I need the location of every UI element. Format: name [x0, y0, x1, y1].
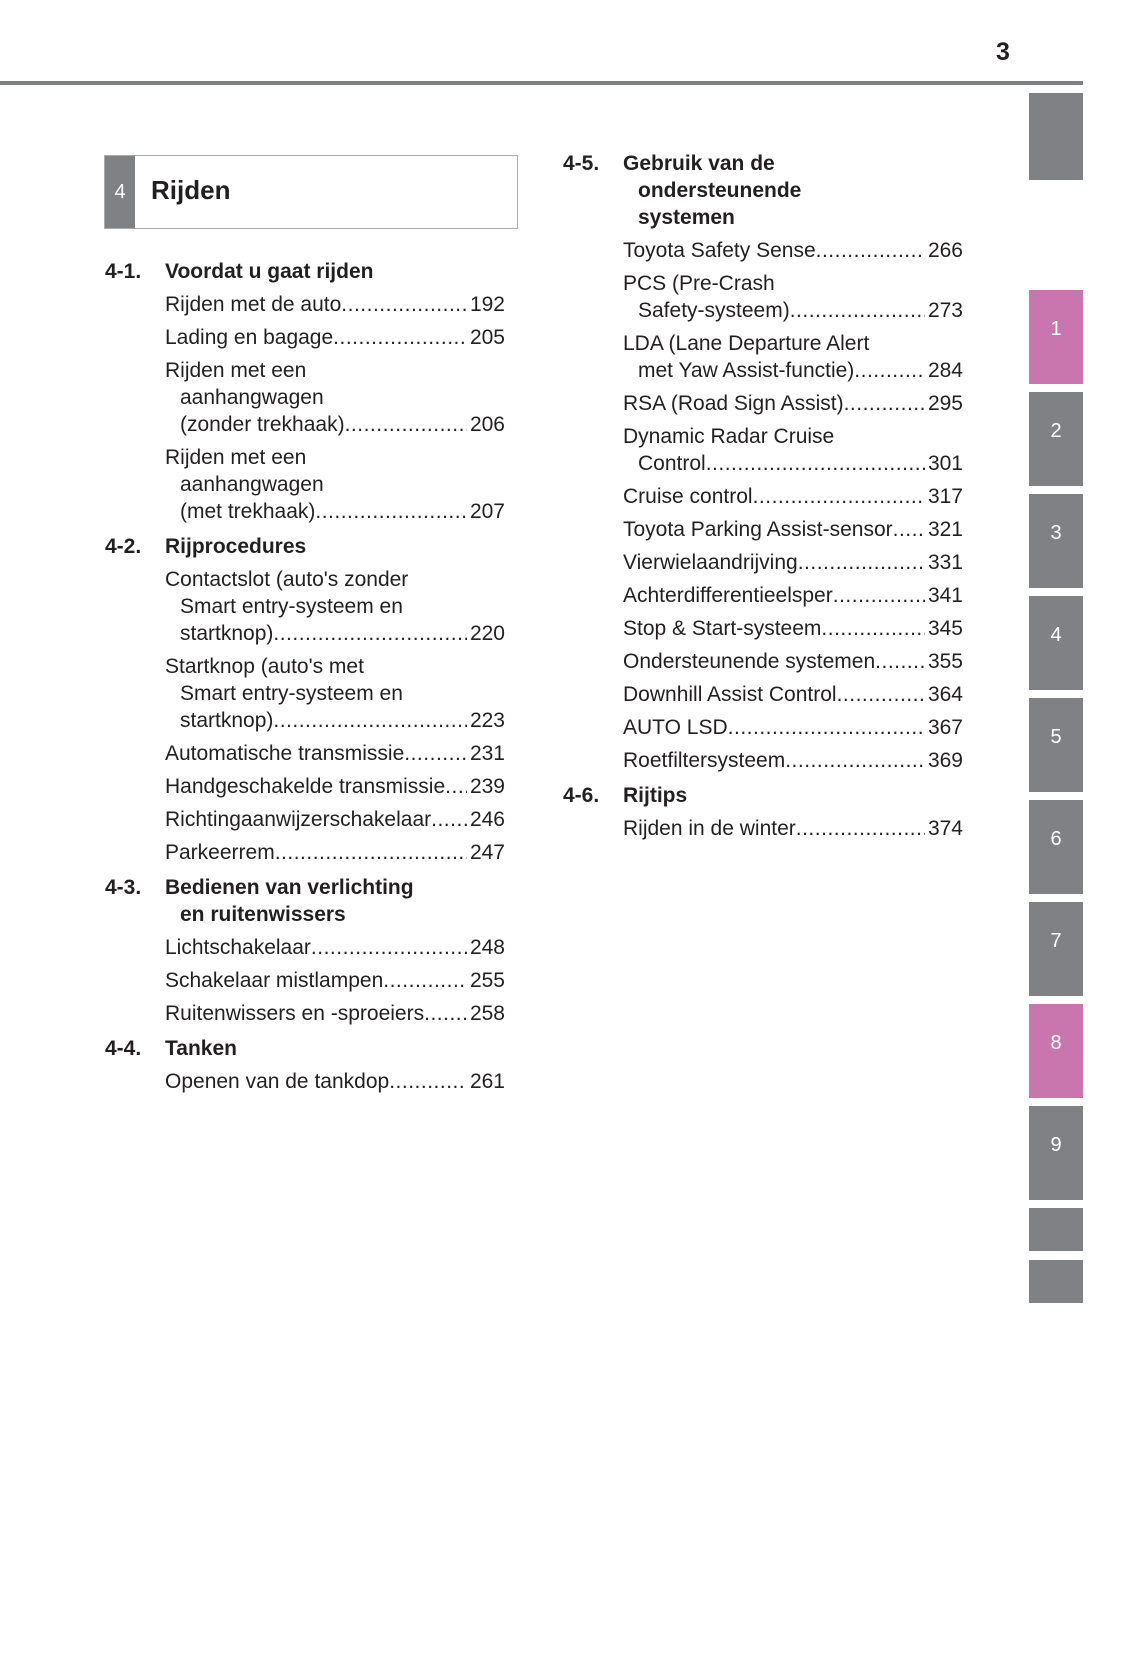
toc-entry-text: (zonder trekhaak) [180, 413, 345, 436]
section-title [165, 258, 373, 285]
toc-entry-text: Rijden met een [165, 446, 307, 469]
chapter-tab-5[interactable]: 5 [1029, 698, 1083, 792]
toc-entry-text: Rijden in de winter [623, 817, 796, 840]
toc-entry-line [623, 450, 963, 477]
toc-entry[interactable] [165, 357, 505, 438]
toc-entry-text: Automatische transmissie [165, 742, 405, 765]
toc-entry-line [165, 1068, 505, 1095]
toc-entry-text: startknop) [180, 622, 274, 645]
dot-leader [728, 714, 925, 741]
toc-entry-text: Lading en bagage [165, 326, 334, 349]
toc-entry-line [165, 680, 505, 707]
toc-page-number[interactable]: 321 [927, 518, 963, 541]
dot-leader [424, 1000, 467, 1027]
section-title-line: Voordat u gaat rijden [165, 260, 374, 283]
toc-page-number[interactable]: 248 [469, 936, 505, 959]
dot-leader [854, 357, 925, 384]
toc-entry-line [623, 237, 963, 264]
section-title [623, 150, 801, 231]
toc-entry[interactable] [623, 390, 963, 417]
chapter-title: Rijden [151, 175, 231, 205]
section-title [165, 1035, 237, 1062]
toc-entry-text: Contactslot (auto's zonder [165, 568, 409, 591]
toc-entry-text: Stop & Start-systeem [623, 617, 822, 640]
toc-entry-text: AUTO LSD [623, 716, 728, 739]
section-title-line: Rijprocedures [165, 535, 307, 558]
toc-page-number[interactable]: 231 [469, 742, 505, 765]
dot-leader [706, 450, 925, 477]
dot-leader [445, 773, 467, 800]
toc-entry[interactable] [623, 681, 963, 708]
section-number: 4-3. [105, 876, 142, 899]
dot-leader [315, 498, 467, 525]
toc-page-number[interactable]: 355 [927, 650, 963, 673]
toc-page-number[interactable]: 207 [469, 500, 505, 523]
toc-entry-line [623, 815, 963, 842]
toc-entry-text: Lichtschakelaar [165, 936, 311, 959]
dot-leader [431, 806, 467, 833]
toc-entry[interactable] [165, 444, 505, 525]
toc-entry-text: Startknop (auto's met [165, 655, 364, 678]
toc-entry-line [165, 707, 505, 734]
toc-entry[interactable] [165, 773, 505, 800]
section-number: 4-5. [563, 152, 600, 175]
toc-entry[interactable] [165, 1068, 505, 1095]
toc-entry-text: Toyota Safety Sense [623, 239, 816, 262]
toc-entry-line [165, 934, 505, 961]
toc-entry-text: met Yaw Assist-functie) [638, 359, 855, 382]
toc-entry-text: aanhangwagen [180, 473, 324, 496]
toc-entry-text: Rijden met een [165, 359, 307, 382]
toc-page-number[interactable]: 192 [469, 293, 505, 316]
toc-entry-line [623, 423, 963, 450]
toc-entry-line [623, 615, 963, 642]
toc-page-number[interactable]: 369 [927, 749, 963, 772]
toc-page-number[interactable]: 205 [469, 326, 505, 349]
toc-page-number[interactable]: 239 [469, 775, 505, 798]
toc-entry-line [623, 747, 963, 774]
toc-page-number[interactable]: 220 [469, 622, 505, 645]
toc-entry-line [165, 653, 505, 680]
dot-leader [816, 237, 925, 264]
toc-entry[interactable] [623, 747, 963, 774]
toc-page-number[interactable]: 367 [927, 716, 963, 739]
toc-entry[interactable] [623, 270, 963, 324]
toc-entry-line [623, 714, 963, 741]
toc-entry-text: Richtingaanwijzerschakelaar [165, 808, 432, 831]
toc-page-number[interactable]: 273 [927, 299, 963, 322]
toc-entry-text: LDA (Lane Departure Alert [623, 332, 870, 355]
dot-leader [273, 707, 467, 734]
section-title-line: systemen [638, 206, 735, 229]
toc-entry-line [165, 357, 505, 384]
toc-left-column [105, 250, 505, 1101]
toc-entry-line [165, 384, 505, 411]
toc-entry-text: Dynamic Radar Cruise [623, 425, 835, 448]
toc-entry[interactable] [165, 740, 505, 767]
section-heading [105, 258, 505, 285]
toc-entry[interactable] [623, 549, 963, 576]
dot-leader [875, 648, 925, 675]
toc-entry-line [623, 330, 963, 357]
toc-entry[interactable] [623, 516, 963, 543]
toc-entry[interactable] [623, 615, 963, 642]
toc-entry[interactable] [623, 237, 963, 264]
toc-entry-line [165, 471, 505, 498]
chapter-tab-blank[interactable] [1029, 93, 1083, 180]
dot-leader [345, 411, 467, 438]
toc-entry-text: Toyota Parking Assist-sensor [623, 518, 893, 541]
toc-entry-line [165, 839, 505, 866]
toc-entry[interactable] [165, 324, 505, 351]
section-heading [105, 533, 505, 560]
toc-entry-line [165, 967, 505, 994]
toc-entry-text: Safety-systeem) [638, 299, 790, 322]
section-title-line: en ruitenwissers [180, 903, 346, 926]
toc-page-number[interactable]: 246 [469, 808, 505, 831]
toc-entry[interactable] [623, 582, 963, 609]
chapter-tab-6[interactable]: 6 [1029, 800, 1083, 894]
toc-entry-text: Ruitenwissers en -sproeiers [165, 1002, 425, 1025]
dot-leader [383, 967, 467, 994]
chapter-header [104, 155, 518, 229]
dot-leader [333, 324, 467, 351]
dot-leader [798, 549, 925, 576]
toc-entry-text: Ondersteunende systemen [623, 650, 876, 673]
dot-leader [837, 681, 925, 708]
toc-entry-text: Openen van de tankdop [165, 1070, 390, 1093]
toc-page-number[interactable]: 341 [927, 584, 963, 607]
toc-entry[interactable] [623, 423, 963, 477]
toc-entry-line [623, 270, 963, 297]
chapter-tab-1[interactable]: 1 [1029, 290, 1083, 384]
toc-page-number[interactable]: 247 [469, 841, 505, 864]
chapter-tab-7[interactable]: 7 [1029, 902, 1083, 996]
dot-leader [796, 815, 925, 842]
dot-leader [311, 934, 467, 961]
section-title-line: Bedienen van verlichting [165, 876, 414, 899]
header-rule [0, 81, 1083, 85]
toc-entry[interactable] [165, 934, 505, 961]
section-title-line: Tanken [165, 1037, 237, 1060]
toc-entry-line [165, 806, 505, 833]
toc-page-number[interactable]: 331 [927, 551, 963, 574]
toc-entry-text: Handgeschakelde transmissie [165, 775, 446, 798]
chapter-tab-4[interactable]: 4 [1029, 596, 1083, 690]
toc-entry-line [165, 291, 505, 318]
toc-entry[interactable] [623, 815, 963, 842]
toc-entry[interactable] [165, 1000, 505, 1027]
toc-entry-line [623, 483, 963, 510]
toc-page-number[interactable]: 364 [927, 683, 963, 706]
toc-entry[interactable] [623, 330, 963, 384]
toc-entry[interactable] [165, 566, 505, 647]
toc-entry-text: Parkeerrem [165, 841, 275, 864]
toc-entry-line [623, 549, 963, 576]
toc-entry-line [165, 444, 505, 471]
dot-leader [273, 620, 467, 647]
toc-page-number[interactable]: 223 [469, 709, 505, 732]
section-heading [563, 150, 963, 231]
toc-entry-line [165, 566, 505, 593]
toc-entry-text: Schakelaar mistlampen [165, 969, 384, 992]
section-title-line: Gebruik van de [623, 152, 775, 175]
toc-entry[interactable] [623, 483, 963, 510]
toc-page-number[interactable]: 301 [927, 452, 963, 475]
section-title-line: ondersteunende [638, 179, 802, 202]
dot-leader [833, 582, 925, 609]
toc-entry-line [165, 498, 505, 525]
section-number: 4-1. [105, 260, 142, 283]
dot-leader [341, 291, 467, 318]
section-title-line: Rijtips [623, 784, 688, 807]
section-number: 4-2. [105, 535, 142, 558]
toc-page-number[interactable]: 258 [469, 1002, 505, 1025]
toc-page-number[interactable]: 317 [927, 485, 963, 508]
toc-entry[interactable] [165, 653, 505, 734]
toc-entry[interactable] [165, 291, 505, 318]
chapter-tab-3[interactable]: 3 [1029, 494, 1083, 588]
toc-entry-text: Achterdifferentieelsper [623, 584, 833, 607]
chapter-number: 4 [105, 156, 135, 228]
toc-page-number[interactable]: 261 [469, 1070, 505, 1093]
toc-entry-line [623, 390, 963, 417]
toc-entry-text: Vierwielaandrijving [623, 551, 798, 574]
toc-right-column [563, 142, 963, 848]
toc-entry-text: startknop) [180, 709, 274, 732]
toc-page-number[interactable]: 295 [927, 392, 963, 415]
toc-entry-line [623, 357, 963, 384]
dot-leader [893, 516, 925, 543]
toc-entry-line [623, 648, 963, 675]
toc-entry[interactable] [165, 806, 505, 833]
toc-entry-line [165, 411, 505, 438]
toc-entry[interactable] [623, 648, 963, 675]
page-number: 3 [996, 38, 1010, 66]
toc-entry-text: PCS (Pre-Crash [623, 272, 775, 295]
toc-entry-line [623, 516, 963, 543]
dot-leader [844, 390, 925, 417]
toc-page-number[interactable]: 374 [927, 817, 963, 840]
toc-entry-line [623, 297, 963, 324]
chapter-tab-8[interactable]: 8 [1029, 1004, 1083, 1098]
toc-entry-line [165, 620, 505, 647]
toc-entry-text: Rijden met de auto [165, 293, 342, 316]
section-heading [563, 782, 963, 809]
toc-entry-line [165, 773, 505, 800]
dot-leader [389, 1068, 467, 1095]
toc-page-number[interactable]: 206 [469, 413, 505, 436]
toc-page-number[interactable]: 345 [927, 617, 963, 640]
dot-leader [275, 839, 467, 866]
dot-leader [785, 747, 925, 774]
section-heading [105, 1035, 505, 1062]
toc-entry-text: Downhill Assist Control [623, 683, 837, 706]
chapter-tab-9[interactable]: 9 [1029, 1106, 1083, 1200]
toc-entry-line [623, 582, 963, 609]
toc-entry-text: Smart entry-systeem en [180, 682, 403, 705]
section-title [623, 782, 687, 809]
toc-entry-text: Control [638, 452, 706, 475]
toc-entry-text: RSA (Road Sign Assist) [623, 392, 844, 415]
chapter-tab-blank[interactable] [1029, 1260, 1083, 1303]
chapter-tab-blank[interactable] [1029, 1208, 1083, 1251]
toc-entry-text: Cruise control [623, 485, 753, 508]
toc-entry-line [165, 324, 505, 351]
chapter-tab-2[interactable]: 2 [1029, 392, 1083, 486]
toc-entry-text: (met trekhaak) [180, 500, 316, 523]
section-heading [105, 874, 505, 928]
dot-leader [404, 740, 467, 767]
toc-entry[interactable] [165, 967, 505, 994]
section-number: 4-6. [563, 784, 600, 807]
section-number: 4-4. [105, 1037, 142, 1060]
section-title [165, 874, 414, 928]
toc-entry-line [165, 1000, 505, 1027]
toc-entry-text: Smart entry-systeem en [180, 595, 403, 618]
toc-entry-text: aanhangwagen [180, 386, 324, 409]
toc-entry[interactable] [165, 839, 505, 866]
toc-entry[interactable] [623, 714, 963, 741]
toc-page-number[interactable]: 255 [469, 969, 505, 992]
dot-leader [790, 297, 925, 324]
dot-leader [753, 483, 925, 510]
toc-entry-line [165, 593, 505, 620]
toc-page-number[interactable]: 266 [927, 239, 963, 262]
toc-entry-line [623, 681, 963, 708]
toc-entry-line [165, 740, 505, 767]
toc-entry-text: Roetfiltersysteem [623, 749, 786, 772]
section-title [165, 533, 306, 560]
dot-leader [821, 615, 925, 642]
toc-page-number[interactable]: 284 [927, 359, 963, 382]
